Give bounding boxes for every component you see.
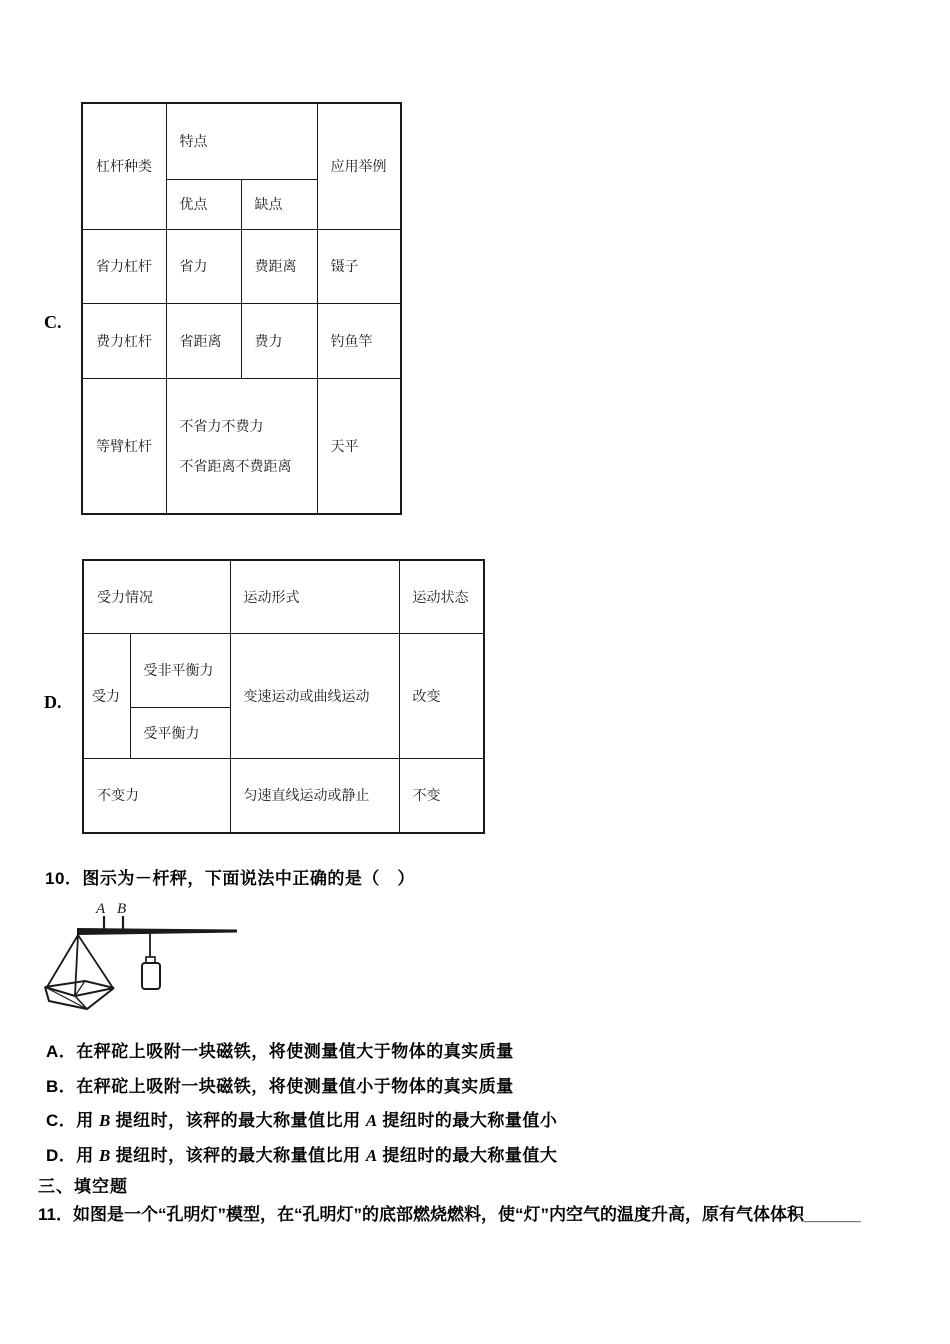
- weight-body: [142, 963, 160, 989]
- option-c-var-a: A: [365, 1111, 378, 1130]
- section-title: 三、填空题: [38, 1177, 128, 1196]
- table-cell: 运动状态: [399, 560, 484, 633]
- lever-table: [81, 102, 402, 515]
- table-cell: 特点: [166, 103, 317, 179]
- table-cell: 受非平衡力: [130, 633, 230, 707]
- option-b: [46, 1072, 514, 1097]
- steelyard-figure: [30, 895, 270, 1025]
- table-row: [83, 758, 484, 833]
- option-d-table-label: D.: [44, 692, 62, 712]
- table-cell: 不变: [399, 758, 484, 833]
- table-cell: 变速运动或曲线运动: [230, 633, 399, 758]
- pan-string: [78, 935, 113, 988]
- table-row: [82, 378, 401, 514]
- option-d-text: 用: [76, 1146, 100, 1165]
- question-11: [38, 1200, 861, 1225]
- table-cell: [166, 378, 317, 514]
- option-d-text: 提纽时，该秤的最大称量值比用: [110, 1146, 366, 1165]
- table-cell: 杠杆种类: [82, 103, 166, 229]
- table-cell: 费力杠杆: [82, 303, 166, 378]
- option-c-text: 提纽时，该秤的最大称量值比用: [110, 1111, 366, 1130]
- table-cell: 等臂杠杆: [82, 378, 166, 514]
- option-b-letter: B．: [46, 1077, 77, 1096]
- table-cell-line: 不省力不费力: [179, 417, 264, 434]
- question-10-text: 10．图示为－杆秤，下面说法中正确的是（ ）: [45, 869, 415, 888]
- option-c-var-b: B: [99, 1111, 111, 1130]
- table-cell: 省力杠杆: [82, 229, 166, 303]
- table-cell: 受力: [83, 633, 130, 758]
- option-a: [46, 1037, 514, 1062]
- table-cell: 费力: [241, 303, 317, 378]
- table-cell: 改变: [399, 633, 484, 758]
- option-d-var-b: B: [99, 1146, 111, 1165]
- table-cell: 钓鱼竿: [317, 303, 401, 378]
- option-a-text: 在秤砣上吸附一块磁铁，将使测量值大于物体的真实质量: [76, 1042, 514, 1061]
- cord-b-label: B: [117, 901, 127, 917]
- table-cell: 缺点: [241, 179, 317, 229]
- beam: [77, 928, 237, 935]
- table-cell: 应用举例: [317, 103, 401, 229]
- option-c-letter: C．: [46, 1111, 77, 1130]
- cord-a-label: A: [96, 901, 106, 917]
- option-d-var-a: A: [365, 1146, 378, 1165]
- table-cell: 省距离: [166, 303, 241, 378]
- question-11-blank: ______: [803, 1205, 861, 1224]
- table-cell-line: 不省距离不费距离: [179, 457, 292, 474]
- table-cell: 优点: [166, 179, 241, 229]
- table-cell: 镊子: [317, 229, 401, 303]
- table-cell: 不变力: [83, 758, 230, 833]
- option-c-text: 提纽时的最大称量值小: [377, 1111, 558, 1130]
- table-cell: 匀速直线运动或静止: [230, 758, 399, 833]
- table-cell: 受平衡力: [130, 707, 230, 758]
- table-row: [82, 303, 401, 378]
- option-d-text: 提纽时的最大称量值大: [377, 1146, 558, 1165]
- option-c-table-label: C.: [44, 312, 62, 332]
- table-row: [82, 229, 401, 303]
- table-cell: 省力: [166, 229, 241, 303]
- table-cell: 天平: [317, 378, 401, 514]
- pan-string: [75, 935, 78, 995]
- option-b-text: 在秤砣上吸附一块磁铁，将使测量值小于物体的真实质量: [76, 1077, 514, 1096]
- option-a-letter: A．: [46, 1042, 77, 1061]
- option-d-letter: D．: [46, 1146, 77, 1165]
- option-d: [46, 1141, 557, 1166]
- question-11-text: 11．如图是一个“孔明灯”模型，在“孔明灯”的底部燃烧燃料，使“灯”内空气的温度升高，原有气体体积: [38, 1205, 804, 1224]
- table-cell: 运动形式: [230, 560, 399, 633]
- table-cell: 费距离: [241, 229, 317, 303]
- table-cell: 受力情况: [83, 560, 230, 633]
- table-row: [83, 633, 484, 707]
- option-c: [46, 1106, 557, 1131]
- pan-inner-line: [45, 987, 87, 1009]
- option-c-text: 用: [76, 1111, 100, 1130]
- motion-table: [82, 559, 485, 834]
- pan-string: [47, 935, 78, 987]
